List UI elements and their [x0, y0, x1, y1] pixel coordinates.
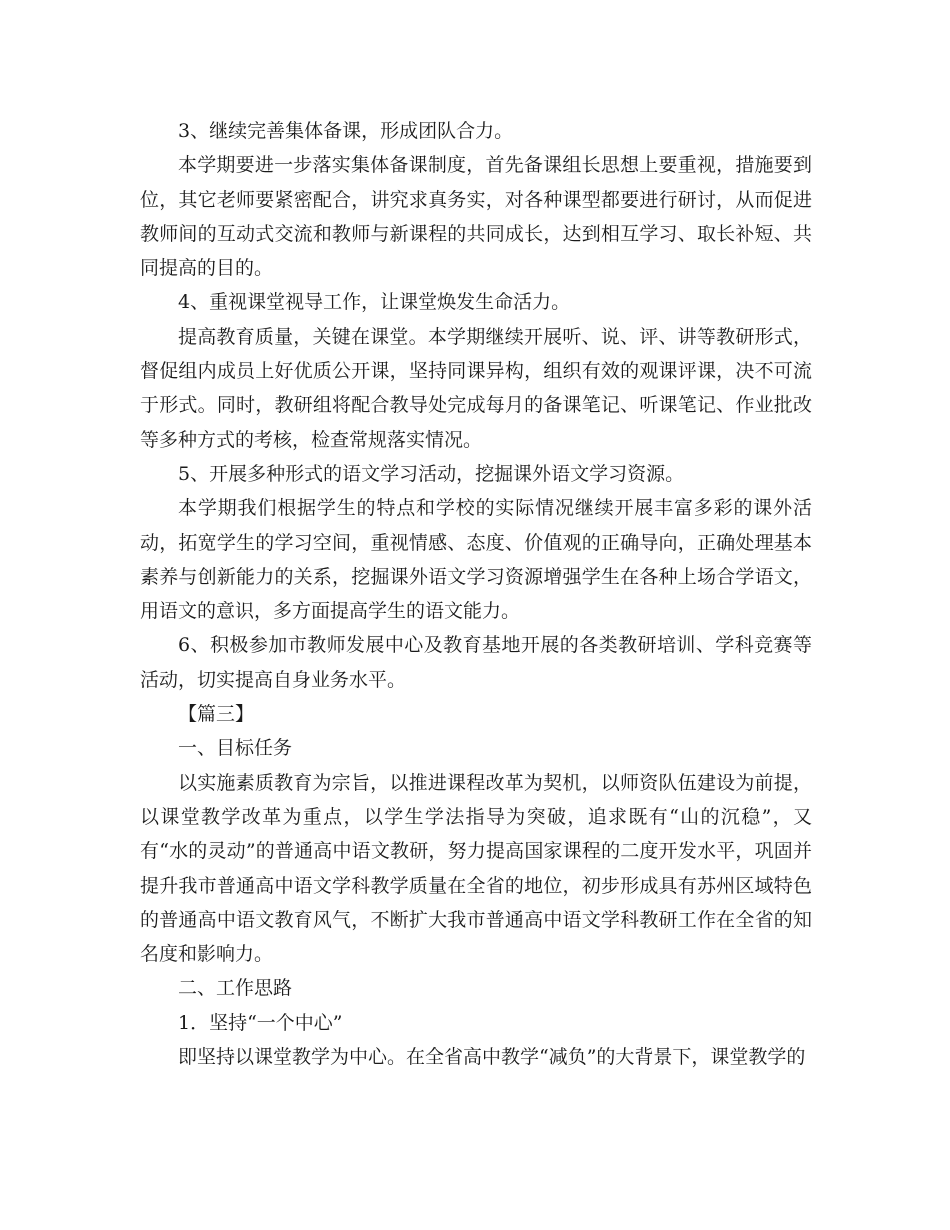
part-title: 【篇三】: [178, 703, 255, 726]
body-paragraph: 以实施素质教育为宗旨，以推进课程改革为契机，以师资队伍建设为前提，以课堂教学改革为重点，以学生学法指导为突破，追求既有“山的沉稳”，又有“水的灵动”的普通高中语文教研，努力提高国家课程的二度开发水平，巩固并提升我市普通高中语文学科教学质量在全省的地位，初步形成具有苏州区域特色的普通高中语文教育风气，不断扩大我市普通高中语文学科教研工作在全省的知名度和影响力。: [140, 771, 812, 966]
chapter-heading-goals: 一、目标任务: [178, 737, 293, 760]
chapter-heading-approach: 二、工作思路: [178, 977, 293, 1000]
section-heading-6: 6、积极参加市教师发展中心及教育基地开展的各类教研培训、学科竞赛等活动，切实提高自身业务水平。: [140, 634, 812, 691]
body-paragraph: 本学期要进一步落实集体备课制度，首先备课组长思想上要重视，措施要到位，其它老师要紧密配合，讲究求真务实，对各种课型都要进行研讨，从而促进教师间的互动式交流和教师与新课程的共同成长，达到相互学习、取长补短、共同提高的目的。: [140, 154, 812, 280]
document-body: [140, 114, 812, 1074]
body-paragraph-truncated: 即坚持以课堂教学为中心。在全省高中教学“减负”的大背景下，课堂教学的: [178, 1046, 806, 1069]
body-paragraph: 本学期我们根据学生的特点和学校的实际情况继续开展丰富多彩的课外活动，拓宽学生的学习空间，重视情感、态度、价值观的正确导向，正确处理基本素养与创新能力的关系，挖掘课外语文学习资源增强学生在各种上场合学语文，用语文的意识，多方面提高学生的语文能力。: [140, 497, 812, 623]
section-heading-4: 4、重视课堂视导工作，让课堂焕发生命活力。: [178, 291, 571, 314]
section-heading-5: 5、开展多种形式的语文学习活动，挖掘课外语文学习资源。: [178, 462, 685, 485]
subheading-one-center: 1．坚持“一个中心”: [178, 1011, 343, 1034]
section-heading-3: 3、继续完善集体备课，形成团队合力。: [178, 120, 514, 142]
body-paragraph: 提高教育质量，关键在课堂。本学期继续开展听、说、评、讲等教研形式，督促组内成员上好优质公开课，坚持同课异构，组织有效的观课评课，决不可流于形式。同时，教研组将配合教导处完成每月的备课笔记、听课笔记、作业批改等多种方式的考核，检查常规落实情况。: [140, 325, 812, 451]
